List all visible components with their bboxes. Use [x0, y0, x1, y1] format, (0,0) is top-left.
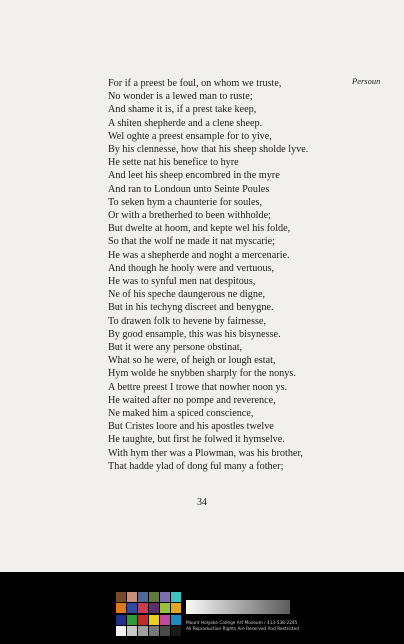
color-swatch	[171, 592, 181, 602]
poem-line: Ne of his speche daungerous ne digne,	[108, 289, 266, 301]
poem-line: What so he were, of heigh or lough estat,	[108, 355, 276, 367]
poem-line: He was a shepherde and noght a mercenarie.	[108, 249, 290, 261]
color-swatch	[149, 626, 159, 636]
color-swatch	[149, 615, 159, 625]
poem-line: A shiten shepherde and a clene sheep.	[108, 117, 263, 129]
color-swatch	[127, 603, 137, 613]
color-swatch	[149, 603, 159, 613]
poem-line: And shame it is, if a prest take keep,	[108, 104, 257, 116]
color-swatch	[116, 592, 126, 602]
grayscale-bar	[186, 600, 290, 614]
color-swatch	[116, 615, 126, 625]
poem-line: And leet his sheep encombred in the myre	[108, 170, 280, 182]
poem-line: He waited after no pompe and reverence,	[108, 394, 276, 406]
color-swatch	[160, 592, 170, 602]
color-swatch	[138, 615, 148, 625]
poem-line: Or with a bretherhed to been withholde;	[108, 210, 271, 222]
color-swatch	[138, 603, 148, 613]
color-swatch	[171, 615, 181, 625]
poem-line: No wonder is a lewed man to ruste;	[108, 91, 253, 103]
color-swatch	[127, 615, 137, 625]
color-swatch	[116, 603, 126, 613]
poem-line: By good ensample, this was his bisynesse.	[108, 328, 281, 340]
poem-line: Wel oghte a preest ensample for to yive,	[108, 130, 272, 142]
poem-line: He was to synful men nat despitous,	[108, 276, 256, 288]
color-swatch	[138, 626, 148, 636]
credit-line: Mount Holyoke College Art Museum / 413-538-2245	[186, 621, 298, 626]
poem-line: But dwelte at hoom, and kepte wel his folde,	[108, 223, 291, 235]
poem-line: That hadde ylad of dong ful many a fother;	[108, 460, 284, 472]
color-swatch	[116, 626, 126, 636]
poem-line: Hym wolde he snybben sharply for the nonys.	[108, 368, 296, 380]
poem-line: By his clennesse, how that his sheep sholde lyve.	[108, 144, 309, 156]
poem-line: But it were any persone obstinat,	[108, 342, 243, 354]
poem-line: A bettre preest I trowe that nowher noon ys.	[108, 381, 288, 393]
poem-line: So that the wolf ne made it nat myscarie;	[108, 236, 275, 248]
credit-line: All Reproduction Rights Are Reserved And Restricted	[186, 626, 299, 632]
poem-line: And though he hooly were and vertuous,	[108, 262, 275, 274]
color-swatch	[160, 615, 170, 625]
poem-line: With hym ther was a Plowman, was his brother,	[108, 447, 303, 459]
color-swatch	[171, 603, 181, 613]
poem-line: To seken hym a chaunterie for soules,	[108, 196, 263, 208]
color-swatch	[149, 592, 159, 602]
color-swatch	[160, 603, 170, 613]
poem-line: But in his techyng discreet and benygne.	[108, 302, 274, 314]
poem-text	[108, 77, 308, 473]
poem-line: Ne maked him a spiced conscience,	[108, 408, 254, 420]
museum-credit	[186, 621, 299, 632]
color-swatch	[160, 626, 170, 636]
poem-line: He sette nat his benefice to hyre	[108, 157, 239, 169]
poem-line: To drawen folk to hevene by fairnesse,	[108, 315, 266, 327]
poem-line: He taughte, but first he folwed it hymselve.	[108, 434, 285, 446]
poem-line: For if a preest be foul, on whom we truste,	[108, 78, 282, 89]
poem-line: And ran to Londoun unto Seinte Poules	[108, 183, 270, 195]
color-swatch	[138, 592, 148, 602]
margin-note: Persoun	[352, 76, 381, 86]
color-swatch	[171, 626, 181, 636]
color-calibration-chart	[116, 592, 182, 636]
page-number: 34	[197, 497, 207, 508]
color-swatch	[127, 626, 137, 636]
poem-line: But Cristes loore and his apostles twelve	[108, 421, 274, 433]
color-swatch	[127, 592, 137, 602]
